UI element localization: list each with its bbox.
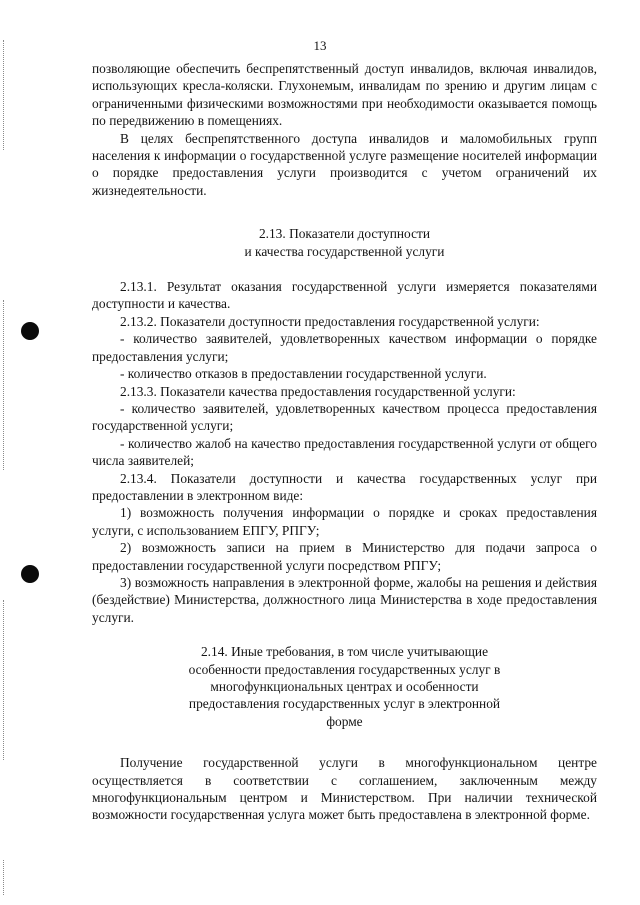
bullet-item: - количество заявителей, удовлетворенных качеством информации о порядке предоставления услуги; [92,331,597,364]
section-heading-2-13-line1: 2.13. Показатели доступности [258,226,431,242]
numbered-item: 3) возможность направления в электронной форме, жалобы на решения и действия (бездействие) Министерства, должностного лица Министерства в ходе предоставления услуги. [92,574,597,625]
page-number: 13 [313,38,327,53]
section-heading-2-14-line: предоставления государственных услуг в электронной [188,696,501,712]
section-heading-2-14-line: 2.14. Иные требования, в том числе учитывающие [200,644,489,660]
paragraph-accessibility-info: В целях беспрепятственного доступа инвалидов и маломобильных групп населения к информации о государственной услуге размещение носителей информации о порядке предоставления услуги производится с учетом ограничений их жизнедеятельности. [92,130,597,198]
numbered-item: 1) возможность получения информации о порядке и сроках предоставления услуги, с использованием ЕПГУ, РПГУ; [92,505,597,538]
section-heading-2-14-line: особенности предоставления государственных услуг в [188,661,501,677]
punch-hole-top [21,322,39,340]
punch-hole-bottom [21,565,39,583]
document-body [92,60,597,824]
scan-edge-mark [3,600,7,760]
section-heading-2-14-line: многофункциональных центрах и особенности [210,679,479,694]
scan-edge-mark [3,40,7,150]
item-2-13-4: 2.13.4. Показатели доступности и качества государственных услуг при предоставлении в электронном виде: [92,470,597,503]
numbered-item: 2) возможность записи на прием в Министерство для подачи запроса о предоставлении государственной услуги посредством РПГУ; [92,540,597,573]
section-heading-2-13-line2: и качества государственной услуги [244,243,445,259]
paragraph-mfc: Получение государственной услуги в многофункциональном центре осуществляется в соответствии с соглашением, заключенным между многофункциональным центром и Министерством. При наличии технической возможности государственная услуга может быть предоставлена в электронной форме. [92,755,597,823]
scan-edge-mark [3,300,7,470]
bullet-item: - количество жалоб на качество предоставления государственной услуги от общего числа заявителей; [92,435,597,469]
scan-edge-mark [3,860,7,895]
section-heading-2-14-line: форме [326,713,363,729]
item-2-13-2: 2.13.2. Показатели доступности предоставления государственной услуги: [120,313,540,329]
item-2-13-1: 2.13.1. Результат оказания государственной услуги измеряется показателями доступности и качества. [92,279,597,312]
paragraph-continued: позволяющие обеспечить беспрепятственный доступ инвалидов, включая инвалидов, использующих кресла-коляски. Глухонемым, инвалидам по зрению и другим лицам с ограниченными физическими возможностями при необходимости оказывается помощь по передвижению в помещениях. [92,61,597,129]
item-2-13-3: 2.13.3. Показатели качества предоставления государственной услуги: [120,383,516,399]
bullet-item: - количество заявителей, удовлетворенных качеством процесса предоставления государственной услуги; [92,400,597,434]
bullet-item: - количество отказов в предоставлении государственной услуги. [120,366,487,382]
